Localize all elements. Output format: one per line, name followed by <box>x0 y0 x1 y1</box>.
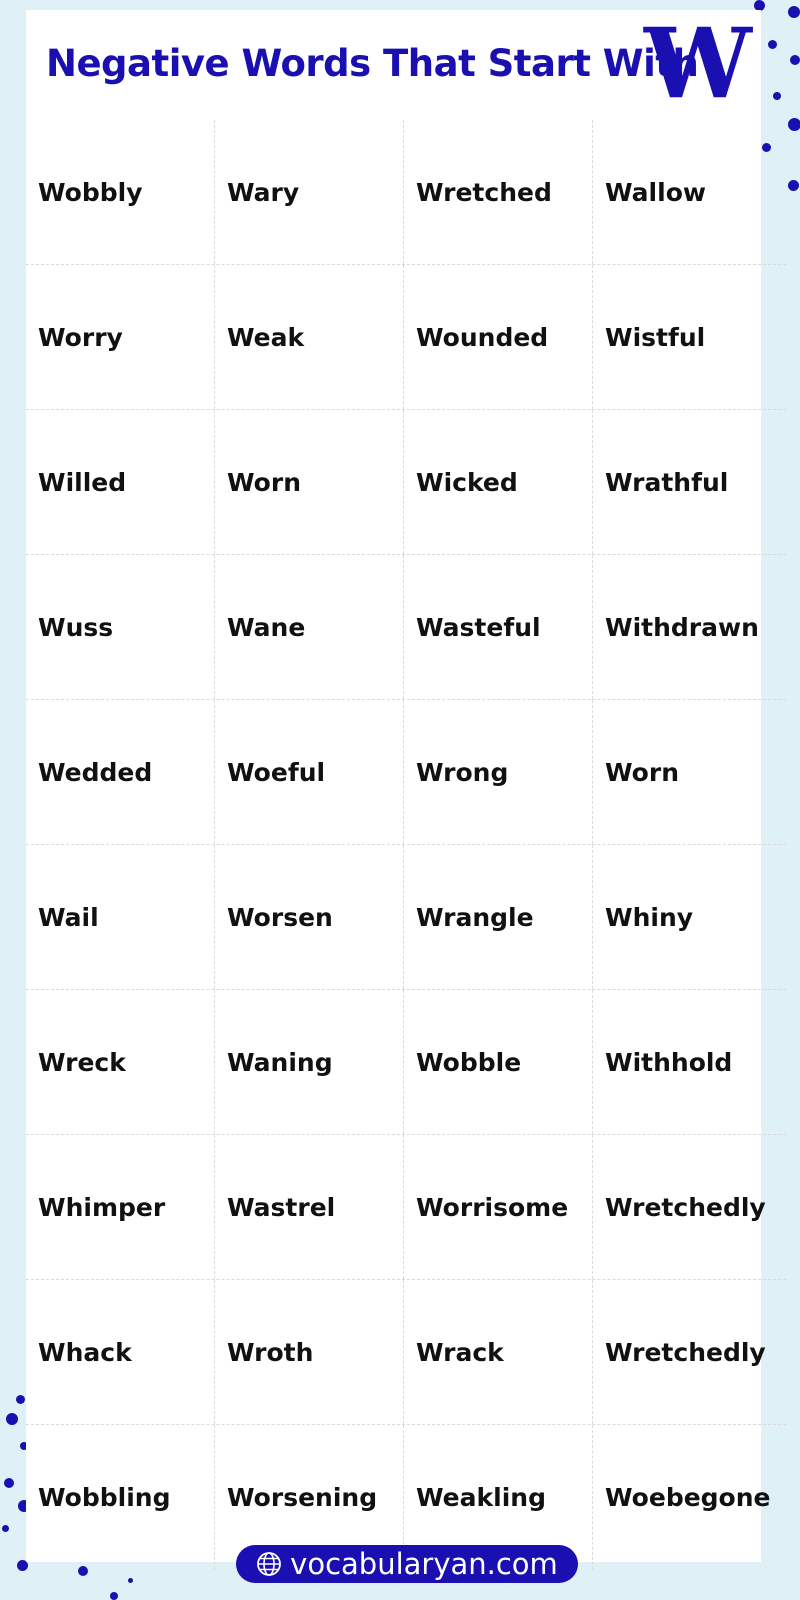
word-row <box>26 265 786 410</box>
word-cell: Weak <box>215 265 404 409</box>
word-cell: Worn <box>605 757 679 787</box>
word-cell: Wreck <box>26 990 215 1134</box>
title-letter: W <box>644 7 752 120</box>
page-title: Negative Words That Start With <box>46 42 699 85</box>
word-cell: Waning <box>215 990 404 1134</box>
word-cell: Wretchedly <box>605 1192 766 1222</box>
word-row <box>26 1135 786 1280</box>
website-badge[interactable] <box>236 1545 578 1583</box>
word-grid <box>26 120 786 1570</box>
word-row <box>26 1280 786 1425</box>
word-cell: Wicked <box>404 410 593 554</box>
word-cell: Wasteful <box>404 555 593 699</box>
word-cell: Worsen <box>215 845 404 989</box>
word-cell: Whack <box>26 1280 215 1424</box>
word-cell: Wretchedly <box>605 1337 766 1367</box>
word-cell: Worsening <box>215 1425 404 1570</box>
word-cell: Wistful <box>605 322 706 352</box>
word-cell: Worn <box>215 410 404 554</box>
word-cell: Wretched <box>404 120 593 264</box>
word-cell: Wrack <box>404 1280 593 1424</box>
globe-icon <box>256 1551 282 1577</box>
word-cell: Withhold <box>605 1047 733 1077</box>
word-cell: Wallow <box>605 177 706 207</box>
word-cell: Willed <box>26 410 215 554</box>
word-cell: Wary <box>215 120 404 264</box>
word-cell: Wobble <box>404 990 593 1134</box>
word-cell: Wobbling <box>26 1425 215 1570</box>
word-row <box>26 990 786 1135</box>
word-cell: Woeful <box>215 700 404 844</box>
word-cell: Wastrel <box>215 1135 404 1279</box>
word-card <box>26 7 771 1562</box>
word-cell: Wobbly <box>26 120 215 264</box>
word-cell: Withdrawn <box>605 612 759 642</box>
word-row <box>26 700 786 845</box>
word-cell: Whiny <box>605 902 694 932</box>
word-cell: Woebegone <box>605 1483 771 1512</box>
word-cell: Wuss <box>26 555 215 699</box>
word-cell: Worrisome <box>404 1135 593 1279</box>
word-cell: Wrathful <box>605 467 729 497</box>
word-row <box>26 555 786 700</box>
word-cell: Wail <box>26 845 215 989</box>
word-cell: Wroth <box>215 1280 404 1424</box>
word-cell: Wedded <box>26 700 215 844</box>
word-cell: Wane <box>215 555 404 699</box>
word-row <box>26 410 786 555</box>
word-cell: Weakling <box>404 1425 593 1570</box>
website-url: vocabularyan.com <box>290 1547 558 1581</box>
word-cell: Wrangle <box>404 845 593 989</box>
word-cell: Wrong <box>404 700 593 844</box>
word-row <box>26 845 786 990</box>
word-cell: Worry <box>26 265 215 409</box>
word-row <box>26 120 786 265</box>
word-cell: Whimper <box>26 1135 215 1279</box>
word-cell: Wounded <box>404 265 593 409</box>
